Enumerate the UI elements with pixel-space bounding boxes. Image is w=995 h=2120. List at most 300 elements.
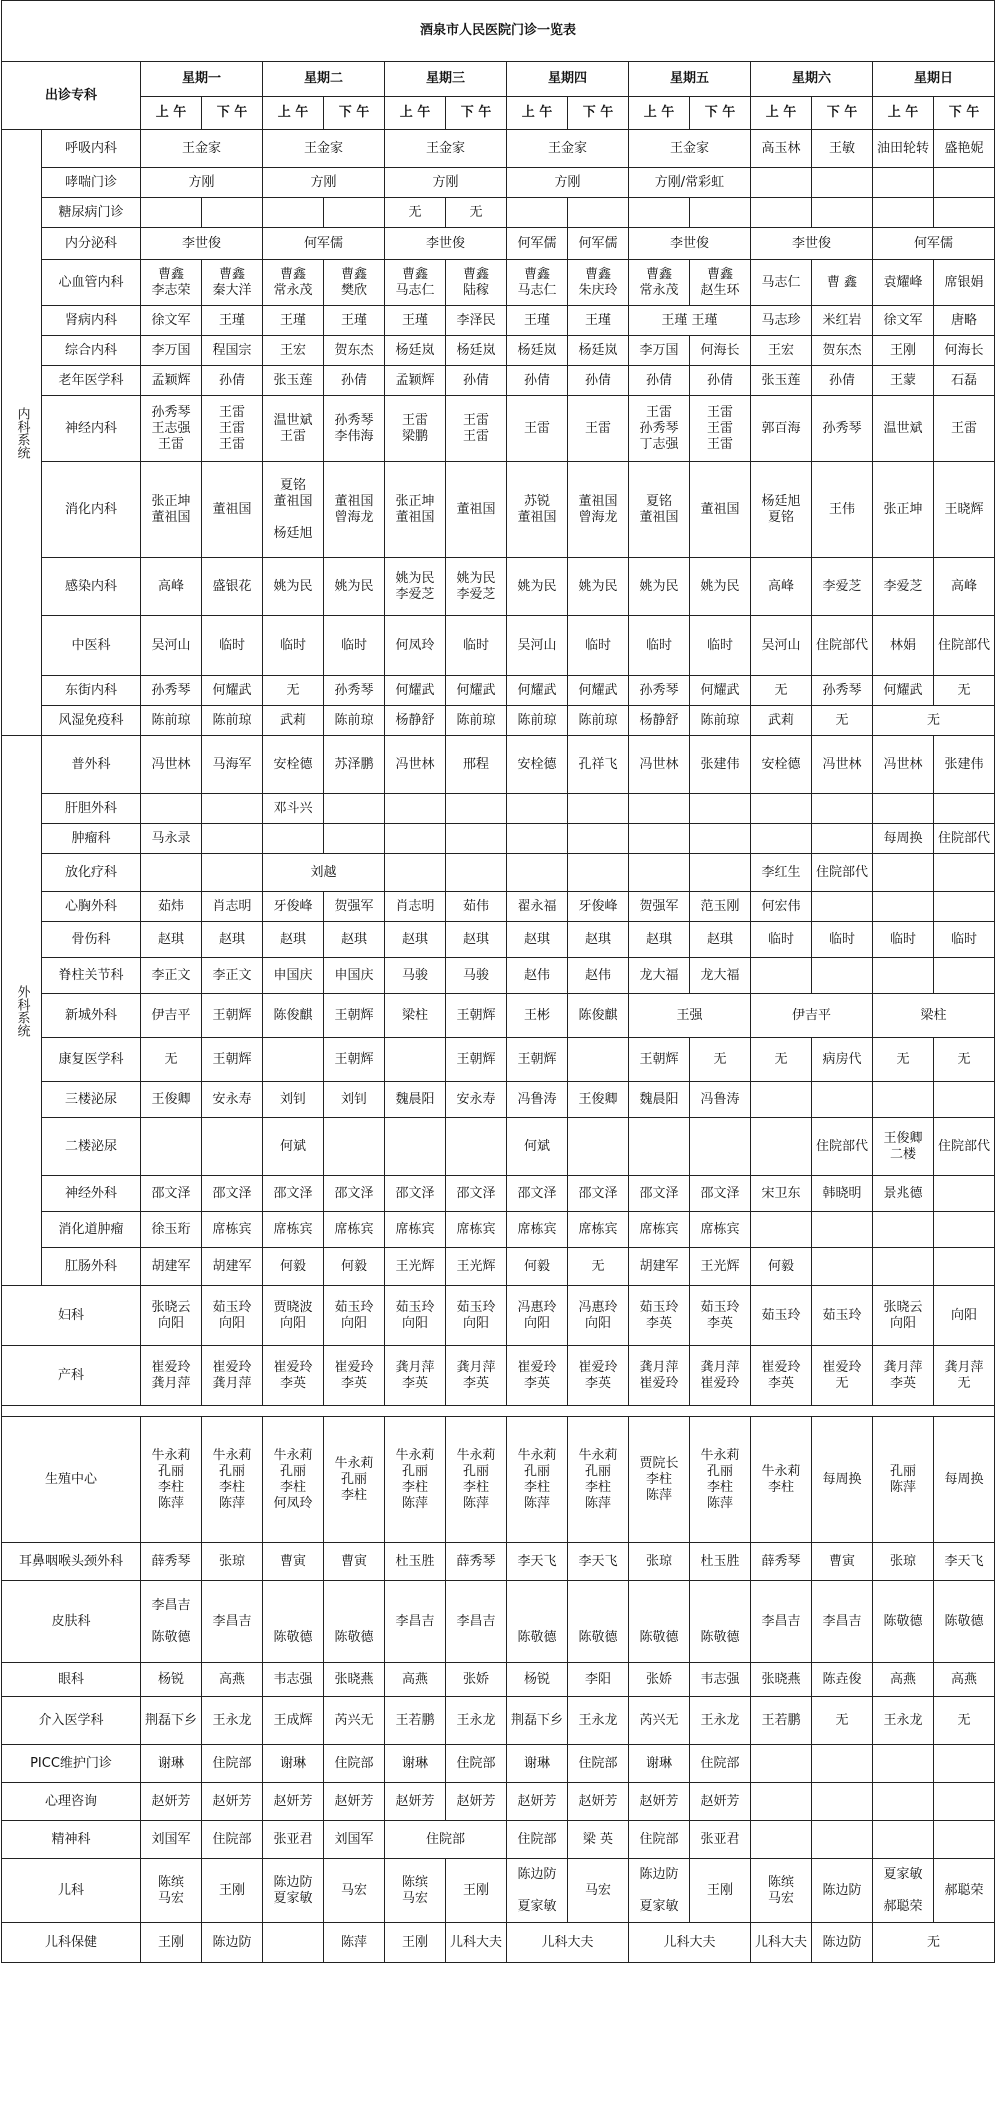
department-name: 神经内科: [42, 396, 141, 462]
schedule-cell: 徐玉珩: [141, 1212, 202, 1248]
schedule-cell: 杨廷岚: [507, 336, 568, 366]
schedule-cell: 唐略: [934, 306, 995, 336]
schedule-cell: [629, 1118, 690, 1176]
schedule-cell: 临时: [873, 922, 934, 958]
schedule-cell: 王晓辉: [934, 462, 995, 558]
schedule-cell: [568, 1038, 629, 1082]
schedule-cell: 马永录: [141, 824, 202, 854]
schedule-cell: 冯惠玲 向阳: [507, 1286, 568, 1346]
schedule-cell: 王雷 梁鹏: [385, 396, 446, 462]
schedule-cell: 王刚: [446, 1859, 507, 1923]
schedule-cell: 王雷 王雷 王雷: [690, 396, 751, 462]
schedule-cell: [873, 892, 934, 922]
schedule-cell: 刘越: [263, 854, 385, 892]
schedule-cell: [629, 854, 690, 892]
schedule-cell: 马骏: [446, 958, 507, 994]
schedule-cell: 王光辉: [385, 1248, 446, 1286]
schedule-cell: 杨静舒: [385, 706, 446, 736]
schedule-cell: 赵妍芳: [324, 1783, 385, 1821]
schedule-cell: 牛永莉 孔丽 李柱 陈萍: [141, 1417, 202, 1543]
schedule-cell: [751, 198, 812, 228]
schedule-cell: [873, 198, 934, 228]
schedule-cell: 无: [873, 706, 995, 736]
schedule-cell: 张晓云 向阳: [873, 1286, 934, 1346]
schedule-cell: 李昌吉: [812, 1581, 873, 1663]
schedule-cell: 张晓燕: [751, 1663, 812, 1697]
schedule-cell: 梁柱: [385, 994, 446, 1038]
schedule-cell: 刘国军: [141, 1821, 202, 1859]
schedule-cell: [568, 854, 629, 892]
schedule-cell: 孙倩: [202, 366, 263, 396]
schedule-cell: 王永龙: [568, 1697, 629, 1745]
table-row: [2, 824, 995, 854]
schedule-cell: 陈边防 夏家敏: [263, 1859, 324, 1923]
department-name: 皮肤科: [2, 1581, 141, 1663]
schedule-cell: 何斌: [507, 1118, 568, 1176]
schedule-cell: 张亚君: [263, 1821, 324, 1859]
schedule-cell: 方刚: [385, 168, 507, 198]
schedule-cell: 无: [873, 1923, 995, 1963]
schedule-cell: 王朝辉: [507, 1038, 568, 1082]
schedule-cell: 申国庆: [263, 958, 324, 994]
schedule-cell: 张琼: [629, 1543, 690, 1581]
schedule-cell: [690, 854, 751, 892]
schedule-cell: 高峰: [751, 558, 812, 616]
schedule-cell: 孙秀琴: [324, 676, 385, 706]
schedule-cell: 茹伟: [446, 892, 507, 922]
schedule-cell: [934, 1082, 995, 1118]
schedule-cell: 陈俊麒: [263, 994, 324, 1038]
specialty-header: 出诊专科: [2, 62, 141, 130]
table-row: [2, 1783, 995, 1821]
schedule-cell: [202, 854, 263, 892]
schedule-cell: 儿科大夫: [629, 1923, 751, 1963]
department-name: 东街内科: [42, 676, 141, 706]
schedule-cell: 李昌吉: [751, 1581, 812, 1663]
schedule-cell: 赵琪: [324, 922, 385, 958]
department-name: 消化道肿瘤: [42, 1212, 141, 1248]
department-name: 新城外科: [42, 994, 141, 1038]
schedule-cell: 吴河山: [751, 616, 812, 676]
schedule-cell: 王俊卿: [568, 1082, 629, 1118]
schedule-cell: 武莉: [263, 706, 324, 736]
schedule-cell: [751, 824, 812, 854]
schedule-cell: 住院部: [324, 1745, 385, 1783]
schedule-cell: 孙倩: [629, 366, 690, 396]
schedule-cell: 申国庆: [324, 958, 385, 994]
schedule-cell: [812, 1783, 873, 1821]
department-name: 心血管内科: [42, 260, 141, 306]
schedule-cell: 孔丽 陈萍: [873, 1417, 934, 1543]
department-name: 感染内科: [42, 558, 141, 616]
pm-header: 下 午: [568, 97, 629, 130]
schedule-cell: 无: [568, 1248, 629, 1286]
schedule-cell: 何毅: [324, 1248, 385, 1286]
department-name: 儿科: [2, 1859, 141, 1923]
schedule-cell: 孟颖辉: [141, 366, 202, 396]
schedule-cell: 吴河山: [507, 616, 568, 676]
department-name: 放化疗科: [42, 854, 141, 892]
am-header: 上 午: [263, 97, 324, 130]
am-header: 上 午: [873, 97, 934, 130]
schedule-cell: 王朝辉: [629, 1038, 690, 1082]
schedule-cell: 何军儒: [263, 228, 385, 260]
schedule-cell: 韦志强: [690, 1663, 751, 1697]
table-row: [2, 1745, 995, 1783]
schedule-cell: 苏泽鹏: [324, 736, 385, 794]
schedule-cell: 王永龙: [873, 1697, 934, 1745]
schedule-cell: 曹鑫 马志仁: [507, 260, 568, 306]
schedule-cell: 崔爱玲 李英: [263, 1346, 324, 1406]
schedule-cell: 刘钊: [263, 1082, 324, 1118]
schedule-cell: [934, 1248, 995, 1286]
department-name: 妇科: [2, 1286, 141, 1346]
schedule-cell: [873, 958, 934, 994]
schedule-cell: 王若鹏: [751, 1697, 812, 1745]
schedule-cell: 胡建军: [629, 1248, 690, 1286]
schedule-cell: 陈缤 马宏: [141, 1859, 202, 1923]
schedule-cell: 李爱芝: [873, 558, 934, 616]
schedule-cell: 陈敬德: [873, 1581, 934, 1663]
schedule-cell: 王永龙: [690, 1697, 751, 1745]
schedule-cell: 高峰: [934, 558, 995, 616]
schedule-cell: [751, 1745, 812, 1783]
schedule-cell: 马海军: [202, 736, 263, 794]
schedule-cell: 临时: [202, 616, 263, 676]
schedule-cell: [141, 854, 202, 892]
schedule-cell: 杨静舒: [629, 706, 690, 736]
schedule-cell: 王瑾: [324, 306, 385, 336]
schedule-cell: 王金家: [507, 130, 629, 168]
schedule-cell: 王朝辉: [202, 994, 263, 1038]
schedule-cell: 张晓燕: [324, 1663, 385, 1697]
schedule-cell: [812, 198, 873, 228]
schedule-cell: 王刚: [141, 1923, 202, 1963]
department-name: 介入医学科: [2, 1697, 141, 1745]
schedule-cell: 赵妍芳: [141, 1783, 202, 1821]
schedule-cell: 李阳: [568, 1663, 629, 1697]
department-name: 三楼泌尿: [42, 1082, 141, 1118]
schedule-cell: 王强: [629, 994, 751, 1038]
schedule-cell: 王永龙: [446, 1697, 507, 1745]
schedule-cell: 曹寅: [324, 1543, 385, 1581]
schedule-cell: 王雷 孙秀琴 丁志强: [629, 396, 690, 462]
schedule-cell: [141, 794, 202, 824]
schedule-cell: 冯世林: [629, 736, 690, 794]
department-name: 综合内科: [42, 336, 141, 366]
schedule-cell: 杜玉胜: [385, 1543, 446, 1581]
schedule-cell: 高燕: [934, 1663, 995, 1697]
schedule-cell: [263, 198, 324, 228]
schedule-cell: 李昌吉: [202, 1581, 263, 1663]
schedule-cell: 苏锐 董祖国: [507, 462, 568, 558]
schedule-cell: 临时: [629, 616, 690, 676]
schedule-cell: 王雷 王雷: [446, 396, 507, 462]
department-name: 肝胆外科: [42, 794, 141, 824]
schedule-cell: 杨廷旭 夏铭: [751, 462, 812, 558]
schedule-cell: 何耀武: [690, 676, 751, 706]
schedule-cell: 杜玉胜: [690, 1543, 751, 1581]
department-name: 神经外科: [42, 1176, 141, 1212]
schedule-cell: [324, 794, 385, 824]
table-row: [2, 1286, 995, 1346]
schedule-cell: 孙秀琴 王志强 王雷: [141, 396, 202, 462]
table-row: [2, 306, 995, 336]
table-row: [2, 130, 995, 168]
schedule-cell: 赵琪: [568, 922, 629, 958]
schedule-cell: 郭百海: [751, 396, 812, 462]
schedule-cell: 高峰: [141, 558, 202, 616]
schedule-cell: [690, 794, 751, 824]
schedule-cell: 住院部代: [934, 824, 995, 854]
schedule-cell: 马宏: [568, 1859, 629, 1923]
table-row: [2, 1176, 995, 1212]
schedule-cell: 陈前琼: [324, 706, 385, 736]
schedule-cell: 张晓云 向阳: [141, 1286, 202, 1346]
schedule-cell: [873, 1821, 934, 1859]
schedule-cell: 席栋宾: [446, 1212, 507, 1248]
schedule-cell: 袁耀峰: [873, 260, 934, 306]
schedule-cell: 住院部: [385, 1821, 507, 1859]
table-row: [2, 794, 995, 824]
schedule-cell: 吴河山: [141, 616, 202, 676]
schedule-cell: [812, 1745, 873, 1783]
schedule-cell: 王雷: [568, 396, 629, 462]
schedule-cell: 王瑾: [202, 306, 263, 336]
schedule-cell: 王成辉: [263, 1697, 324, 1745]
schedule-cell: 孙倩: [690, 366, 751, 396]
schedule-cell: 马宏: [324, 1859, 385, 1923]
schedule-cell: [812, 794, 873, 824]
schedule-cell: 孙倩: [446, 366, 507, 396]
schedule-cell: 何宏伟: [751, 892, 812, 922]
schedule-cell: 每周换: [934, 1417, 995, 1543]
schedule-cell: 陈敬德: [324, 1581, 385, 1663]
schedule-cell: 贺强军: [629, 892, 690, 922]
table-row: [2, 706, 995, 736]
schedule-cell: 临时: [934, 922, 995, 958]
schedule-cell: 范玉刚: [690, 892, 751, 922]
table-row: [2, 1346, 995, 1406]
day-header: 星期一: [141, 62, 263, 97]
schedule-cell: 病房代: [812, 1038, 873, 1082]
schedule-cell: 住院部: [690, 1745, 751, 1783]
schedule-cell: 方刚: [507, 168, 629, 198]
schedule-cell: 王宏: [751, 336, 812, 366]
schedule-cell: 何耀武: [446, 676, 507, 706]
schedule-cell: 临时: [690, 616, 751, 676]
schedule-cell: [568, 824, 629, 854]
schedule-cell: 龚月萍 崔爱玲: [629, 1346, 690, 1406]
schedule-cell: 赵琪: [629, 922, 690, 958]
schedule-cell: 冯惠玲 向阳: [568, 1286, 629, 1346]
schedule-cell: 孙倩: [507, 366, 568, 396]
schedule-cell: 无: [751, 676, 812, 706]
department-name: 心理咨询: [2, 1783, 141, 1821]
schedule-cell: 龚月萍 崔爱玲: [690, 1346, 751, 1406]
schedule-cell: 王刚: [202, 1859, 263, 1923]
schedule-cell: 王瑾: [385, 306, 446, 336]
schedule-cell: 住院部: [629, 1821, 690, 1859]
schedule-cell: 孙秀琴: [141, 676, 202, 706]
schedule-cell: [873, 1248, 934, 1286]
schedule-cell: 芮兴无: [324, 1697, 385, 1745]
schedule-cell: [324, 198, 385, 228]
schedule-cell: 牛永莉 孔丽 李柱: [324, 1417, 385, 1543]
day-header: 星期三: [385, 62, 507, 97]
department-name: 呼吸内科: [42, 130, 141, 168]
schedule-cell: 李万国: [629, 336, 690, 366]
table-row: [2, 1248, 995, 1286]
schedule-cell: [202, 824, 263, 854]
schedule-cell: 王敏: [812, 130, 873, 168]
schedule-cell: 贺强军: [324, 892, 385, 922]
schedule-cell: 儿科大夫: [507, 1923, 629, 1963]
am-header: 上 午: [629, 97, 690, 130]
schedule-cell: 陈前琼: [568, 706, 629, 736]
schedule-cell: 贾院长 李柱 陈萍: [629, 1417, 690, 1543]
schedule-cell: 席栋宾: [629, 1212, 690, 1248]
schedule-cell: 住院部: [202, 1745, 263, 1783]
schedule-cell: 陈前琼: [202, 706, 263, 736]
schedule-cell: 孙秀琴: [812, 676, 873, 706]
schedule-cell: 何凤玲: [385, 616, 446, 676]
schedule-cell: 王蒙: [873, 366, 934, 396]
schedule-table: [1, 0, 995, 1963]
schedule-cell: 芮兴无: [629, 1697, 690, 1745]
schedule-cell: 陈边防 夏家敏: [629, 1859, 690, 1923]
table-row: [2, 854, 995, 892]
section-gap: [2, 1406, 995, 1417]
schedule-cell: 安栓德: [507, 736, 568, 794]
schedule-cell: 肖志明: [202, 892, 263, 922]
schedule-cell: 牛永莉 李柱: [751, 1417, 812, 1543]
schedule-cell: [263, 824, 324, 854]
schedule-cell: [934, 168, 995, 198]
schedule-cell: 牙俊峰: [568, 892, 629, 922]
table-row: [2, 892, 995, 922]
schedule-cell: 孔祥飞: [568, 736, 629, 794]
schedule-cell: [507, 854, 568, 892]
schedule-cell: [873, 168, 934, 198]
schedule-cell: 赵伟: [507, 958, 568, 994]
schedule-cell: [629, 794, 690, 824]
schedule-cell: 邓斗兴: [263, 794, 324, 824]
schedule-cell: 曹鑫 赵生环: [690, 260, 751, 306]
schedule-cell: 李世俊: [629, 228, 751, 260]
schedule-cell: [751, 1082, 812, 1118]
schedule-cell: 谢琳: [141, 1745, 202, 1783]
schedule-cell: 董祖国: [446, 462, 507, 558]
schedule-cell: 邵文泽: [263, 1176, 324, 1212]
schedule-cell: 临时: [263, 616, 324, 676]
schedule-cell: 赵琪: [507, 922, 568, 958]
schedule-cell: 姚为民: [507, 558, 568, 616]
schedule-cell: 王瑾: [263, 306, 324, 336]
schedule-cell: 陈边防: [812, 1923, 873, 1963]
schedule-cell: 茹玉玲 李英: [629, 1286, 690, 1346]
table-row: [2, 1038, 995, 1082]
table-row: [2, 396, 995, 462]
schedule-cell: 王刚: [873, 336, 934, 366]
schedule-cell: 高燕: [385, 1663, 446, 1697]
schedule-cell: [812, 1248, 873, 1286]
schedule-cell: [507, 198, 568, 228]
schedule-cell: 王金家: [141, 130, 263, 168]
schedule-cell: 临时: [446, 616, 507, 676]
schedule-cell: 龚月萍 李英: [446, 1346, 507, 1406]
schedule-cell: 夏铭 董祖国 杨廷旭: [263, 462, 324, 558]
schedule-cell: 李世俊: [385, 228, 507, 260]
schedule-cell: 何耀武: [873, 676, 934, 706]
schedule-cell: 无: [263, 676, 324, 706]
schedule-cell: [934, 854, 995, 892]
table-row: [2, 1821, 995, 1859]
schedule-cell: 何耀武: [568, 676, 629, 706]
schedule-cell: 赵琪: [690, 922, 751, 958]
schedule-cell: 温世斌 王雷: [263, 396, 324, 462]
schedule-cell: 赵妍芳: [263, 1783, 324, 1821]
schedule-cell: 王雷 王雷 王雷: [202, 396, 263, 462]
table-row: [2, 676, 995, 706]
schedule-cell: 梁 英: [568, 1821, 629, 1859]
day-header: 星期二: [263, 62, 385, 97]
schedule-cell: [934, 794, 995, 824]
schedule-cell: 何海长: [690, 336, 751, 366]
schedule-cell: 席栋宾: [507, 1212, 568, 1248]
schedule-cell: 张建伟: [690, 736, 751, 794]
schedule-cell: 龚月萍 无: [934, 1346, 995, 1406]
table-row: [2, 1417, 995, 1543]
schedule-cell: 崔爱玲 龚月萍: [141, 1346, 202, 1406]
schedule-cell: 伊吉平: [141, 994, 202, 1038]
schedule-cell: 陈边防: [812, 1859, 873, 1923]
schedule-cell: 邵文泽: [507, 1176, 568, 1212]
schedule-cell: 陈缤 马宏: [385, 1859, 446, 1923]
schedule-cell: 马志珍: [751, 306, 812, 336]
schedule-cell: 王光辉: [446, 1248, 507, 1286]
schedule-cell: [934, 1821, 995, 1859]
schedule-cell: 曹鑫 常永茂: [629, 260, 690, 306]
schedule-cell: [385, 854, 446, 892]
schedule-cell: 姚为民: [568, 558, 629, 616]
schedule-cell: [934, 1783, 995, 1821]
am-header: 上 午: [751, 97, 812, 130]
schedule-cell: 李昌吉 陈敬德: [141, 1581, 202, 1663]
table-row: [2, 1859, 995, 1923]
schedule-cell: 邵文泽: [568, 1176, 629, 1212]
schedule-cell: 龙大福: [690, 958, 751, 994]
schedule-cell: 王刚: [385, 1923, 446, 1963]
pm-header: 下 午: [324, 97, 385, 130]
department-name: 普外科: [42, 736, 141, 794]
schedule-cell: 张玉莲: [751, 366, 812, 396]
schedule-cell: [385, 1118, 446, 1176]
schedule-cell: 邵文泽: [690, 1176, 751, 1212]
schedule-cell: [934, 198, 995, 228]
schedule-cell: 王永龙: [202, 1697, 263, 1745]
table-row: [2, 336, 995, 366]
schedule-cell: 杨廷岚: [446, 336, 507, 366]
schedule-cell: 邵文泽: [629, 1176, 690, 1212]
schedule-cell: 石磊: [934, 366, 995, 396]
schedule-cell: 陈萍: [324, 1923, 385, 1963]
am-header: 上 午: [141, 97, 202, 130]
department-name: 精神科: [2, 1821, 141, 1859]
schedule-cell: [812, 1082, 873, 1118]
department-name: 内分泌科: [42, 228, 141, 260]
schedule-cell: 盛银花: [202, 558, 263, 616]
